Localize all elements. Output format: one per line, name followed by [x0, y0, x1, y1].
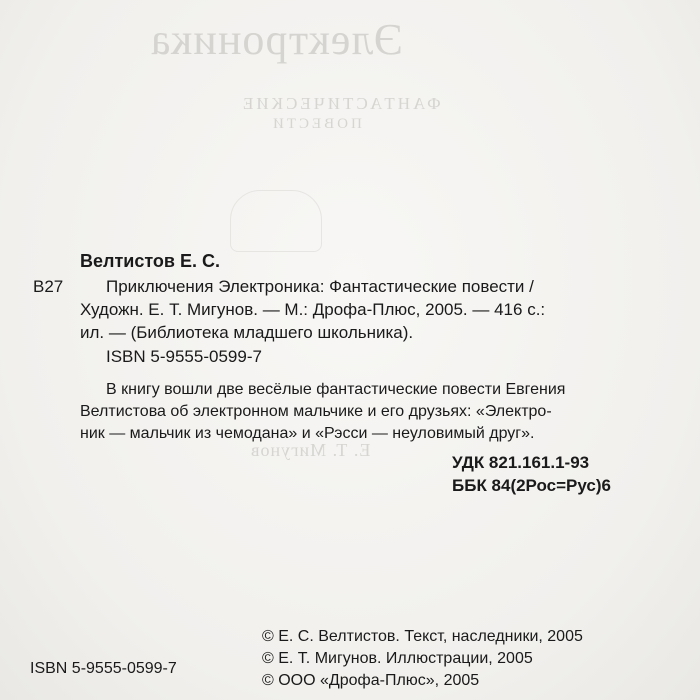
annotation-line-3: ник — мальчик из чемодана» и «Рэсси — неуловимый друг». [80, 425, 535, 442]
annotation-line-1: В книгу вошли две весёлые фантастические повести Евгения [106, 381, 566, 398]
annotation-line-2: Велтистова об электронном мальчике и его друзьях: «Электро- [80, 403, 552, 420]
bleed-through-title: Электроника [150, 15, 403, 64]
copyright-line-3: © ООО «Дрофа-Плюс», 2005 [262, 672, 480, 689]
copyright-line-1: © Е. С. Велтистов. Текст, наследники, 2005 [262, 628, 583, 645]
isbn: ISBN 5-9555-0599-7 [106, 347, 262, 366]
class-code: В27 [33, 277, 64, 296]
bbk-code: ББК 84(2Рос=Рус)6 [452, 476, 611, 495]
description-line-2: Художн. Е. Т. Мигунов. — М.: Дрофа-Плюс, 2005. — 416 с.: [80, 300, 546, 319]
udk-code: УДК 821.161.1-93 [452, 453, 590, 472]
bleed-through-illustration [230, 190, 322, 252]
author-name: Велтистов Е. С. [80, 251, 220, 271]
footer-isbn: ISBN 5-9555-0599-7 [30, 660, 177, 677]
copyright-line-2: © Е. Т. Мигунов. Иллюстрации, 2005 [262, 650, 533, 667]
bleed-through-line-2: ПОВЕСТИ [270, 116, 362, 132]
description-line-3: ил. — (Библиотека младшего школьника). [80, 323, 414, 342]
description-line-1: Приключения Электроника: Фантастические повести / [106, 277, 534, 296]
bleed-through-line-1: ФАНТАСТИЧЕСКИЕ [240, 94, 441, 113]
bleed-through-illustrator: Е. Т. Мигунов [250, 440, 371, 460]
